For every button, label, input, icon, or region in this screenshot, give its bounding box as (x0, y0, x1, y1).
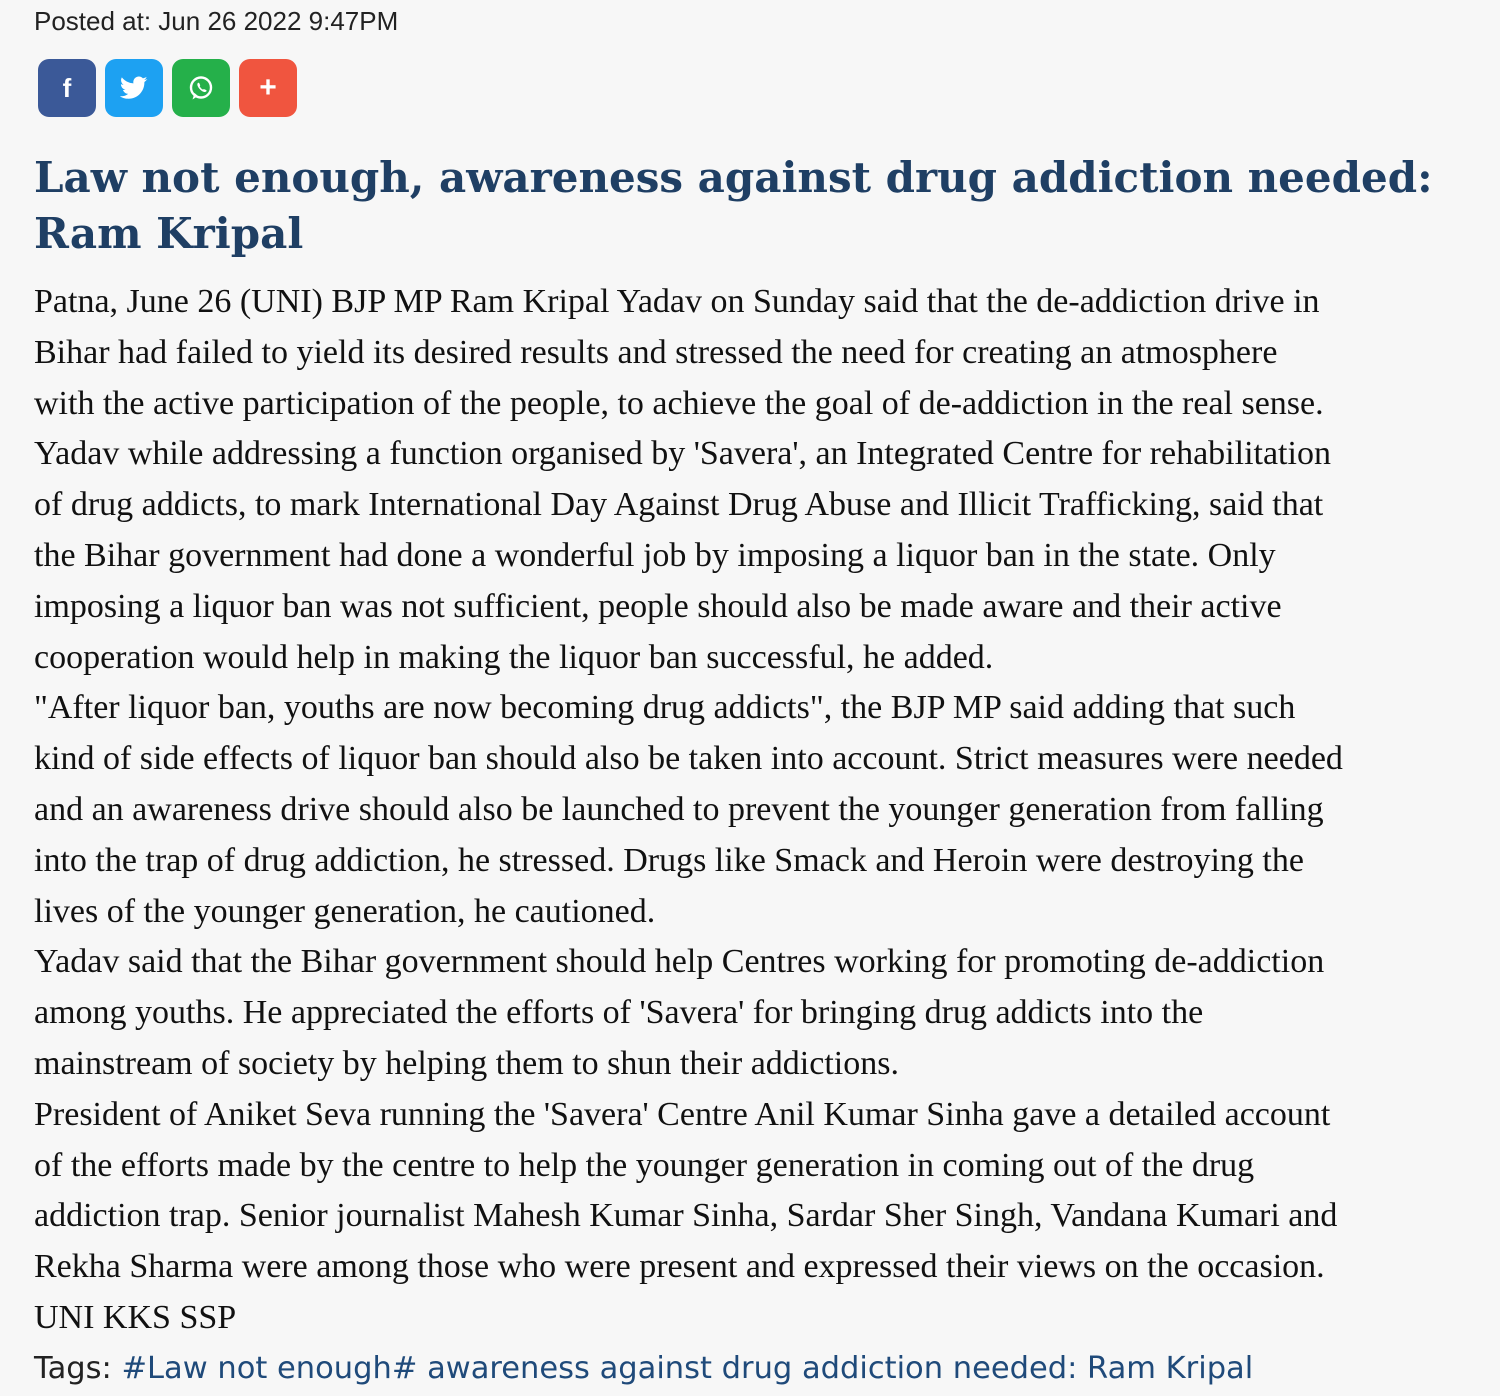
body-line: addiction trap. Senior journalist Mahesh Kumar Sinha, Sardar Sher Singh, Vandana Kumari and (34, 1197, 1338, 1235)
tags-label: Tags: (34, 1351, 122, 1386)
facebook-icon (52, 73, 82, 103)
article-body (34, 277, 1484, 1344)
tag-link[interactable]: # awareness against drug addiction needed: Ram Kripal (391, 1351, 1254, 1386)
body-line: President of Aniket Seva running the 'Savera' Centre Anil Kumar Sinha gave a detailed account (34, 1095, 1331, 1133)
body-line: Rekha Sharma were among those who were present and expressed their views on the occasion. (34, 1248, 1325, 1286)
posted-at: Posted at: Jun 26 2022 9:47PM (34, 6, 399, 36)
body-line: of drug addicts, to mark International Day Against Drug Abuse and Illicit Trafficking, said that (34, 486, 1324, 524)
tags-row (34, 1347, 1253, 1391)
headline-line: Ram Kripal (34, 209, 304, 258)
plus-icon (253, 73, 283, 103)
whatsapp-icon (187, 74, 215, 102)
whatsapp-share-button[interactable] (172, 59, 230, 117)
body-line: and an awareness drive should also be launched to prevent the younger generation from falling (34, 790, 1324, 828)
twitter-icon (120, 76, 148, 100)
body-line: kind of side effects of liquor ban should also be taken into account. Strict measures were needed (34, 740, 1343, 778)
body-line: imposing a liquor ban was not sufficient, people should also be made aware and their active (34, 587, 1282, 625)
body-line: Yadav while addressing a function organised by 'Savera', an Integrated Centre for rehabilitation (34, 435, 1331, 473)
body-line: lives of the younger generation, he cautioned. (34, 892, 656, 930)
body-line: UNI KKS SSP (34, 1298, 237, 1336)
tag-link[interactable]: #Law not enough (121, 1351, 392, 1386)
svg-text:+: + (259, 73, 277, 103)
body-line: "After liquor ban, youths are now becoming drug addicts", the BJP MP said adding that such (34, 689, 1296, 727)
share-bar (38, 59, 297, 117)
body-line: among youths. He appreciated the efforts of 'Savera' for bringing drug addicts into the (34, 994, 1204, 1032)
body-line: the Bihar government had done a wonderful job by imposing a liquor ban in the state. Only (34, 536, 1276, 574)
twitter-share-button[interactable] (105, 59, 163, 117)
article-headline (34, 150, 1474, 262)
body-line: Bihar had failed to yield its desired results and stressed the need for creating an atmosphere (34, 333, 1278, 371)
body-line: cooperation would help in making the liquor ban successful, he added. (34, 638, 994, 676)
body-line: into the trap of drug addiction, he stressed. Drugs like Smack and Heroin were destroying the (34, 841, 1304, 879)
body-line: mainstream of society by helping them to shun their addictions. (34, 1044, 899, 1082)
body-line: of the efforts made by the centre to help the younger generation in coming out of the drug (34, 1146, 1255, 1184)
body-line: with the active participation of the people, to achieve the goal of de-addiction in the real sense. (34, 384, 1324, 422)
body-line: Yadav said that the Bihar government should help Centres working for promoting de-addiction (34, 943, 1325, 981)
facebook-share-button[interactable] (38, 59, 96, 117)
headline-line: Law not enough, awareness against drug addiction needed: (34, 153, 1433, 202)
svg-text:f: f (62, 73, 72, 103)
more-share-button[interactable] (239, 59, 297, 117)
body-line: Patna, June 26 (UNI) BJP MP Ram Kripal Yadav on Sunday said that the de-addiction drive in (34, 283, 1320, 320)
